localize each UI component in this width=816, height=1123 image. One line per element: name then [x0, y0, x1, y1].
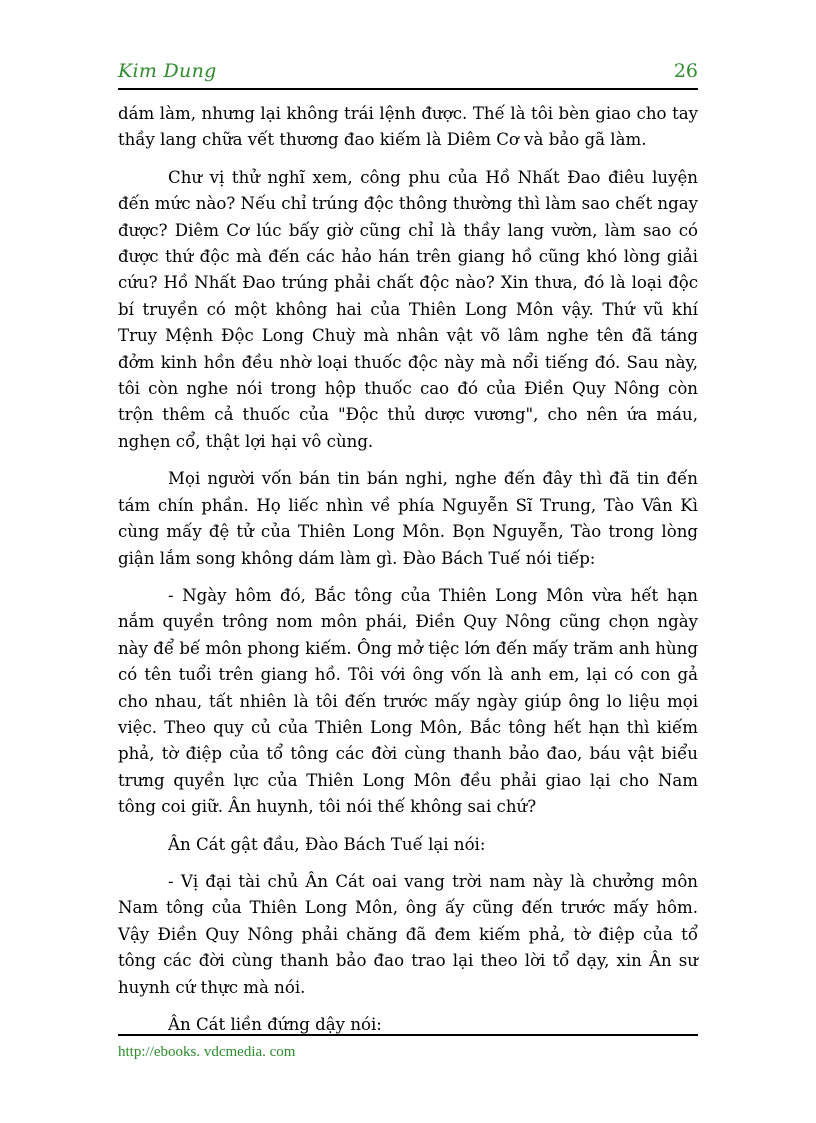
- header-divider: [118, 88, 698, 90]
- footer-divider: [118, 1034, 698, 1036]
- paragraph-7: Ân Cát liền đứng dậy nói:: [168, 1015, 382, 1034]
- paragraph-6: - Vị đại tài chủ Ân Cát oai vang trời nam này là chưởng môn Nam tông của Thiên Long Môn, ông ấy cũng đến trước mấy hôm. Vậy Điền Quy Nông phải chăng đã đem kiếm phả, tờ điệp của tổ tông các đời cùng thanh bảo đao trao lại theo lời tổ dạy, xin Ân sư huynh cứ thực mà nói.: [118, 871, 698, 997]
- paragraph-2: Chư vị thử nghĩ xem, công phu của Hồ Nhất Đao điêu luyện đến mức nào? Nếu chỉ trúng độc thông thường thì làm sao chết ngay được? Diêm Cơ lúc bấy giờ cũng chỉ là thầy lang vườn, làm sao có được thứ độc mà đến các hảo hán trên giang hồ cũng khó lòng giải cứu? Hồ Nhất Đao trúng phải chất độc nào? Xin thưa, đó là loại độc bí truyền có một không hai của Thiên Long Môn vậy. Thứ vũ khí Truy Mệnh Độc Long Chuỳ mà nhân vật võ lâm nghe tên đã táng đởm kinh hồn đều nhờ loại thuốc độc này mà nổi tiếng đó. Sau này, tôi còn nghe nói trong hộp thuốc cao đó của Điền Quy Nông còn trộn thêm cả thuốc của "Độc thủ dược vương", cho nên ứa máu, nghẹn cổ, thật lợi hại vô cùng.: [118, 167, 698, 451]
- page-number: 26: [673, 60, 698, 82]
- footer-url-link[interactable]: http://ebooks. vdcmedia. com: [118, 1044, 296, 1060]
- page-body: [118, 101, 698, 1049]
- paragraph-1: dám làm, nhưng lại không trái lệnh được. Thế là tôi bèn giao cho tay thầy lang chữa vết thương đao kiếm là Diêm Cơ và bảo gã làm.: [118, 104, 698, 150]
- paragraph-3: Mọi người vốn bán tin bán nghi, nghe đến đây thì đã tin đến tám chín phần. Họ liếc nhìn về phía Nguyễn Sĩ Trung, Tào Vân Kì cùng mấy đệ tử của Thiên Long Môn. Bọn Nguyễn, Tào trong lòng giận lắm song không dám làm gì. Đào Bách Tuế nói tiếp:: [118, 469, 698, 568]
- paragraph-4: - Ngày hôm đó, Bắc tông của Thiên Long Môn vừa hết hạn nắm quyền trông nom môn phái, Điền Quy Nông cũng chọn ngày này để bế môn phong kiếm. Ông mở tiệc lớn đến mấy trăm anh hùng có tên tuổi trên giang hồ. Tôi với ông vốn là anh em, lại có con gả cho nhau, tất nhiên là tôi đến trước mấy ngày giúp ông lo liệu mọi việc. Theo quy củ của Thiên Long Môn, Bắc tông hết hạn thì kiếm phả, tờ điệp của tổ tông các đời cùng thanh bảo đao, báu vật biểu trưng quyền lực của Thiên Long Môn đều phải giao lại cho Nam tông coi giữ. Ân huynh, tôi nói thế không sai chứ?: [118, 585, 698, 817]
- book-author-title: Kim Dung: [118, 60, 217, 82]
- paragraph-5: Ân Cát gật đầu, Đào Bách Tuế lại nói:: [168, 834, 486, 854]
